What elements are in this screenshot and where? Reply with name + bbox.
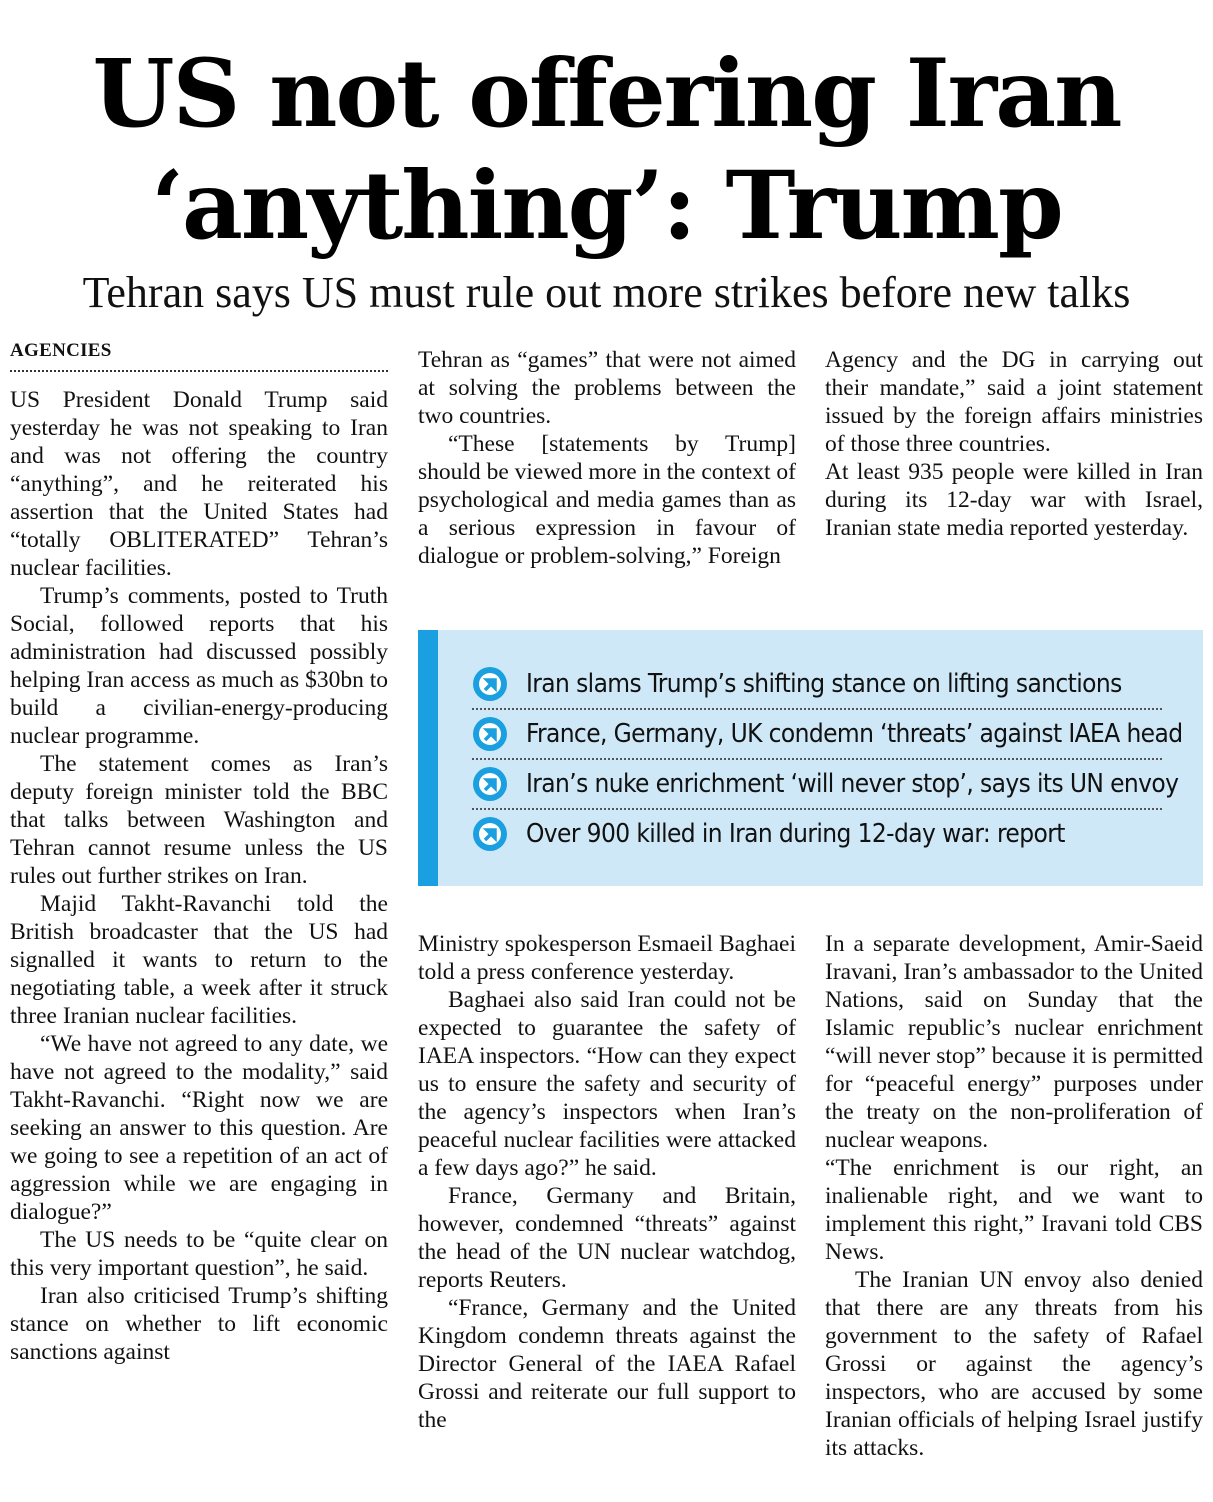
related-story-title: Iran’s nuke enrichment ‘will never stop’, says its UN envoy [526,769,1179,799]
paragraph: The Iranian UN envoy also denied that there are any threats from his government to the safety of Rafael Grossi or against the agency’s inspectors, who are accused by some Iranian officials of helping Israel justify its attacks. [825,1267,1203,1461]
related-story-item[interactable] [472,710,1183,760]
byline-divider [10,370,388,372]
arrow-circle-icon [472,766,508,802]
related-story-item[interactable] [472,810,1162,858]
headline-line-2: ‘anything’: Trump [151,151,1062,261]
paragraph: Tehran as “games” that were not aimed at solving the problems between the two countries. [418,347,796,429]
article-column-3-bottom [825,930,1203,1490]
headline-line-1: US not offering Iran [92,39,1121,149]
paragraph: In a separate development, Amir-Saeid Iravani, Iran’s ambassador to the United Nations, said on Sunday that the Islamic republic’s nuclear enrichment “will never stop” because it is permitted for “peaceful energy” purposes under the treaty on the non-proliferation of nuclear weapons. [825,931,1203,1153]
article-column-3-top [825,346,1203,606]
related-story-title: France, Germany, UK condemn ‘threats’ against IAEA head [526,719,1183,749]
related-stories-box [418,630,1203,886]
paragraph: Trump’s comments, posted to Truth Social, followed reports that his administration had discussed possibly helping Iran access as much as $30bn to build a civilian-energy-producing nuclear programme. [10,583,388,749]
paragraph: “France, Germany and the United Kingdom condemn threats against the Director General of the IAEA Rafael Grossi and reiterate our full support to the [418,1295,796,1433]
byline: AGENCIES [10,340,112,361]
headline [0,38,1213,262]
related-story-item[interactable] [472,760,1179,810]
paragraph: At least 935 people were killed in Iran during its 12-day war with Israel, Iranian state media reported yesterday. [825,459,1203,541]
paragraph: The US needs to be “quite clear on this very important question”, he said. [10,1227,388,1281]
paragraph: “These [statements by Trump] should be viewed more in the context of psychological and media games than as a serious expression in favour of dialogue or problem-solving,” Foreign [418,431,796,569]
arrow-circle-icon [472,816,508,852]
paragraph: “The enrichment is our right, an inalienable right, and we want to implement this right,” Iravani told CBS News. [825,1155,1203,1265]
paragraph: Iran also criticised Trump’s shifting stance on whether to lift economic sanctions against [10,1283,388,1365]
subheadline: Tehran says US must rule out more strikes before new talks [82,268,1131,317]
related-story-item[interactable] [472,660,1162,710]
article-column-2-top [418,346,796,606]
paragraph: France, Germany and Britain, however, condemned “threats” against the head of the UN nuclear watchdog, reports Reuters. [418,1183,796,1293]
paragraph: US President Donald Trump said yesterday he was not speaking to Iran and was not offering the country “anything”, and he reiterated his assertion that the United States had “totally OBLITERATED” Tehran’s nuclear facilities. [10,387,388,581]
related-story-title: Over 900 killed in Iran during 12-day war: report [526,819,1065,849]
related-stories-list [438,630,1203,858]
paragraph: Baghaei also said Iran could not be expected to guarantee the safety of IAEA inspectors. “How can they expect us to ensure the safety and security of the agency’s inspectors when Iran’s peaceful nuclear facilities were attacked a few days ago?” he said. [418,987,796,1181]
arrow-circle-icon [472,666,508,702]
paragraph: The statement comes as Iran’s deputy foreign minister told the BBC that talks between Washington and Tehran cannot resume unless the US rules out further strikes on Iran. [10,751,388,889]
related-story-title: Iran slams Trump’s shifting stance on lifting sanctions [526,669,1122,699]
article-column-1 [10,340,388,1490]
article-column-2-bottom [418,930,796,1490]
paragraph: Majid Takht-Ravanchi told the British broadcaster that the US had signalled it wants to return to the negotiating table, a week after it struck three Iranian nuclear facilities. [10,891,388,1029]
paragraph: Ministry spokesperson Esmaeil Baghaei told a press conference yesterday. [418,931,796,985]
paragraph: “We have not agreed to any date, we have not agreed to the modality,” said Takht-Ravanchi. “Right now we are seeking an answer to this question. Are we going to see a repetition of an act of aggression while we are engaging in dialogue?” [10,1031,388,1225]
arrow-circle-icon [472,716,508,752]
paragraph: Agency and the DG in carrying out their mandate,” said a joint statement issued by the foreign affairs ministries of those three countries. [825,347,1203,457]
